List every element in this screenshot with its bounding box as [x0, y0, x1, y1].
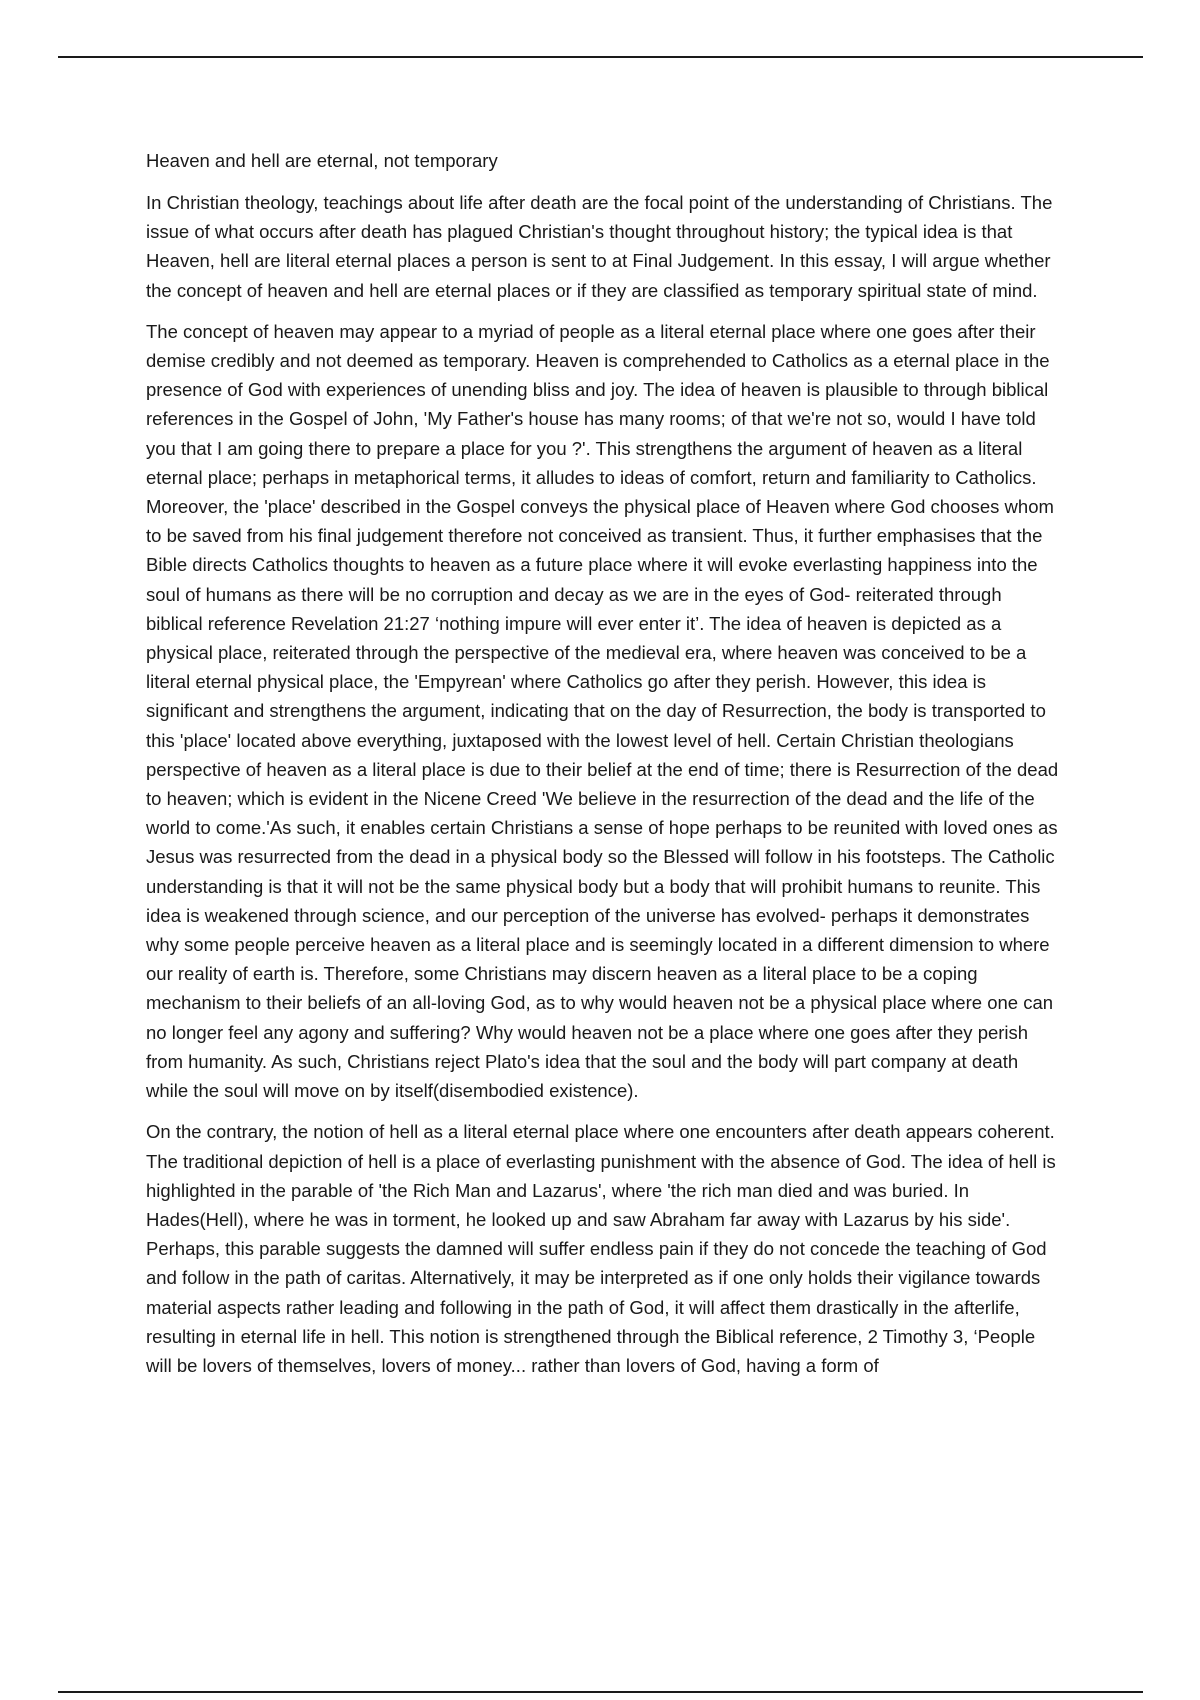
document-title: Heaven and hell are eternal, not temporary — [146, 150, 498, 171]
paragraph-heaven: The concept of heaven may appear to a myriad of people as a literal eternal place where one goes after their demise credibly and not deemed as temporary. Heaven is comprehended to Catholics as a eternal place in the presence of God with experiences of unending bliss and joy. The idea of heaven is plausible to through biblical references in the Gospel of John, 'My Father's house has many rooms; of that we're not so, would I have told you that I am going there to prepare a place for you ?'. This strengthens the argument of heaven as a literal eternal place; perhaps in metaphorical terms, it alludes to ideas of comfort, return and familiarity to Catholics. Moreover, the 'place' described in the Gospel conveys the physical place of Heaven where God chooses whom to be saved from his final judgement therefore not conceived as transient. Thus, it further emphasises that the Bible directs Catholics thoughts to heaven as a future place where it will evoke everlasting happiness into the soul of humans as there will be no corruption and decay as we are in the eyes of God- reiterated through biblical reference Revelation 21:27 ‘nothing impure will ever enter it’. The idea of heaven is depicted as a physical place, reiterated through the perspective of the medieval era, where heaven was conceived to be a literal eternal physical place, the 'Empyrean' where Catholics go after they perish. However, this idea is significant and strengthens the argument, indicating that on the day of Resurrection, the body is transported to this 'place' located above everything, juxtaposed with the lowest level of hell. Certain Christian theologians perspective of heaven as a literal place is due to their belief at the end of time; there is Resurrection of the dead to heaven; which is evident in the Nicene Creed 'We believe in the resurrection of the dead and the life of the world to come.'As such, it enables certain Christians a sense of hope perhaps to be reunited with loved ones as Jesus was resurrected from the dead in a physical body so the Blessed will follow in his footsteps. The Catholic understanding is that it will not be the same physical body but a body that will prohibit humans to reunite. This idea is weakened through science, and our perception of the universe has evolved- perhaps it demonstrates why some people perceive heaven as a literal place and is seemingly located in a different dimension to where our reality of earth is. Therefore, some Christians may discern heaven as a literal place to be a coping mechanism to their beliefs of an all-loving God, as to why would heaven not be a physical place where one can no longer feel any agony and suffering? Why would heaven not be a place where one goes after they perish from humanity. As such, Christians reject Plato's idea that the soul and the body will part company at death while the soul will move on by itself(disembodied existence). — [146, 320, 1059, 1102]
top-rule — [58, 56, 1143, 58]
paragraph-introduction: In Christian theology, teachings about life after death are the focal point of the understanding of Christians. The issue of what occurs after death has plagued Christian's thought throughout history; the typical idea is that Heaven, hell are literal eternal places a person is sent to at Final Judgement. In this essay, I will argue whether the concept of heaven and hell are eternal places or if they are classified as temporary spiritual state of mind. — [146, 192, 1053, 301]
bottom-rule — [58, 1691, 1143, 1693]
document-body — [146, 146, 1061, 1392]
paragraph-hell: On the contrary, the notion of hell as a literal eternal place where one encounters after death appears coherent. The traditional depiction of hell is a place of everlasting punishment with the absence of God. The idea of hell is highlighted in the parable of 'the Rich Man and Lazarus', where 'the rich man died and was buried. In Hades(Hell), where he was in torment, he looked up and saw Abraham far away with Lazarus by his side'. Perhaps, this parable suggests the damned will suffer endless pain if they do not concede the teaching of God and follow in the path of caritas. Alternatively, it may be interpreted as if one only holds their vigilance towards material aspects rather leading and following in the path of God, it will affect them drastically in the afterlife, resulting in eternal life in hell. This notion is strengthened through the Biblical reference, 2 Timothy 3, ‘People will be lovers of themselves, lovers of money... rather than lovers of God, having a form of — [146, 1121, 1056, 1376]
